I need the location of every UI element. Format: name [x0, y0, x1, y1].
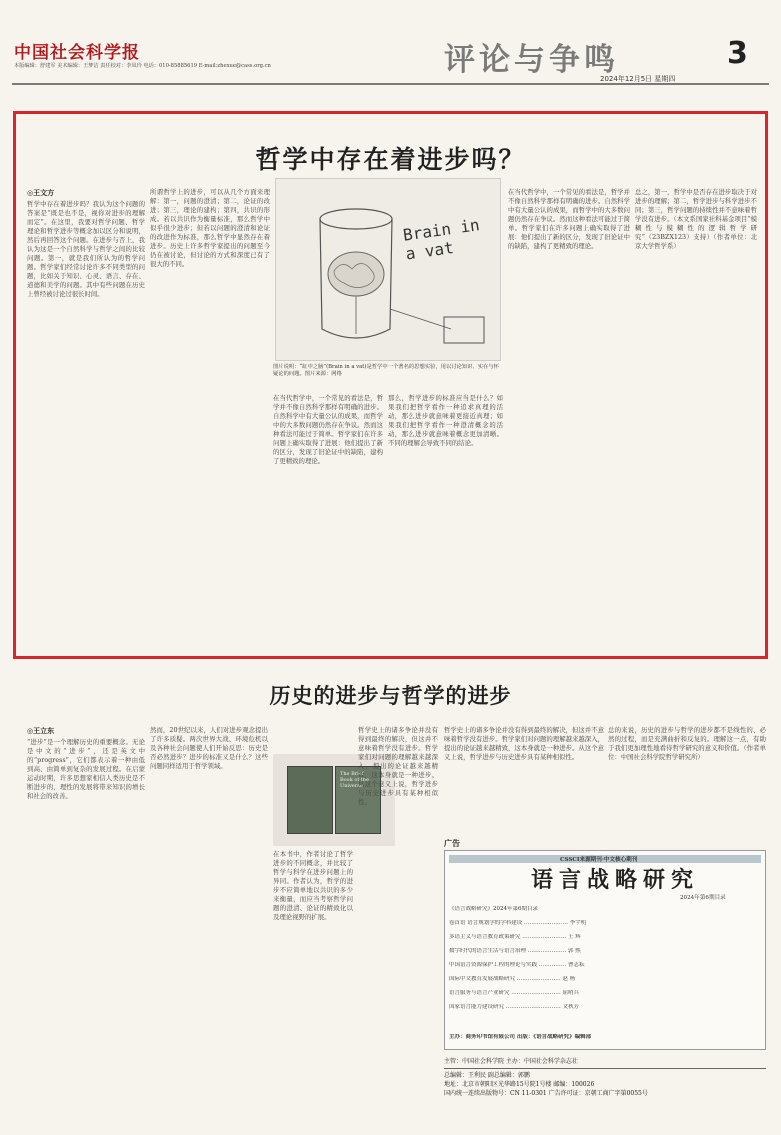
colophon-rule: [444, 1068, 766, 1069]
ad-issue: 2024年第6期目录: [680, 895, 726, 901]
book-cover-left: [287, 766, 333, 834]
second-column-2: 然而，20世纪以来，人们对进步观念提出了许多质疑。两次世界大战、环境危机以及各种社会问题使人们开始反思：历史是否必然进步？进步的标准又是什么？这些问题同样适用于哲学领域。: [150, 726, 268, 770]
brain-in-vat-illustration: [275, 178, 501, 361]
section-title: 评论与争鸣: [444, 42, 619, 78]
illustration-caption: 图片说明：“缸中之脑”(Brain in a vat)是哲学中一个著名的思想实验，用以讨论知识、实在与怀疑论的问题。图片来源：网络: [273, 364, 499, 378]
feature-byline: ◎王文方: [27, 188, 55, 197]
issue-date: 2024年12月5日 星期四: [600, 75, 676, 83]
second-column-3: 在本书中，作者讨论了哲学进步的不同概念，并比较了哲学与科学在进步问题上的异同。作者认为，哲学的进步不应简单地以共识的多少来衡量，而应当考察哲学问题的澄清、论证的精致化以及理论视野的扩展。: [273, 850, 353, 921]
second-column-6: 总的来说，历史的进步与哲学的进步都不是线性的、必然的过程，而是充满曲折和反复的。理解这一点，有助于我们更加理性地看待哲学研究的意义和价值。（作者单位：中国社会科学院哲学研究所）: [608, 726, 766, 761]
ad-row: 语言服务与语言产业研究 ……………………… 屈哨兵: [449, 990, 579, 996]
feature-column-2: 所谓哲学上的进步，可以从几个方面来理解：第一，问题的澄清；第二，论证的改进；第三，理论的建构；第四，共识的形成。若以共识作为衡量标准，那么哲学中似乎很少进步；但若以问题的澄清和论证的改进作为标准，那么哲学中显然存在着进步。历史上许多哲学家提出的问题至今仍在被讨论，但讨论的方式和深度已有了很大的不同。: [150, 188, 270, 268]
ad-row: 国际中文教育发展战略研究 …………………… 赵 杨: [449, 976, 576, 982]
second-article-title: 历史的进步与哲学的进步: [269, 683, 512, 708]
ad-row: 多语主义与语言教育政策研究 …………………… 王 辉: [449, 934, 581, 940]
feature-column-6: 总之，第一，哲学中是否存在进步取决于对进步的理解；第二，哲学进步与科学进步不同；第三，哲学问题的持续性并不意味着哲学没有进步。（本文系国家社科基金项目“模糊性与模糊性的逻辑哲学研究”（23BZX123）支持）（作者单位：北京大学哲学系）: [635, 188, 757, 250]
ad-row: 主办：商务印书馆有限公司 出版：《语言战略研究》编辑部: [449, 1034, 592, 1040]
ad-label: 广告: [444, 838, 460, 848]
colophon-line: 国内统一连续出版物号：CN 11-0301 广告许可证：京朝工商广字第0055号: [444, 1090, 648, 1097]
brain-jar-drawing-icon: [276, 179, 500, 360]
feature-column-3: 在当代哲学中，一个常见的看法是，哲学并不像自然科学那样有明确的进步。自然科学中有大量公认的成果，而哲学中的大多数问题仍然存在争议。然而这种看法可能过于简单。哲学家们在许多问题上确实取得了进展：他们提出了新的区分，发现了旧论证中的缺陷，建构了更精致的理论。: [273, 394, 383, 465]
colophon: [444, 1057, 766, 1129]
colophon-line: 主管：中国社会科学院 主办：中国社会科学杂志社: [444, 1058, 578, 1065]
masthead-logo: 中国社会科学报: [14, 43, 140, 63]
ad-org: CSSCI来源期刊·中文核心期刊: [560, 857, 638, 863]
colophon-line: 总编辑：王利民 副总编辑：郭鹏: [444, 1072, 530, 1079]
feature-column-5: 在当代哲学中，一个常见的看法是，哲学并不像自然科学那样有明确的进步。自然科学中有大量公认的成果，而哲学中的大多数问题仍然存在争议。然而这种看法可能过于简单。哲学家们在许多问题上确实取得了进展：他们提出了新的区分，发现了旧论证中的缺陷，建构了更精致的理论。: [508, 188, 630, 250]
illustration-handwritten-label: Brain in a vat: [401, 215, 481, 264]
ad-journal-title: 语言战略研究: [530, 867, 699, 893]
feature-column-4: 那么，哲学进步的标准应当是什么？如果我们把哲学看作一种追求真理的活动，那么进步就意味着更接近真理；如果我们把哲学看作一种澄清概念的活动，那么进步就意味着概念更加清晰。不同的理解会导致不同的结论。: [388, 394, 503, 447]
second-column-5: 哲学史上的诸多争论并没有得到最终的解决，但这并不意味着哲学没有进步。哲学家们对问题的理解越来越深入，提出的论证越来越精致，这本身就是一种进步。从这个意义上说，哲学进步与历史进步具有某种相似性。: [444, 726, 604, 761]
colophon-line: 地址：北京市朝阳区光华路15号院1号楼 邮编：100026: [444, 1081, 595, 1088]
ad-row: 数字时代的语言生活与语言治理 ………………… 郭 熙: [449, 948, 581, 954]
header-rule: [12, 83, 769, 85]
ad-row: 国家语言能力建设研究 ………………………… 文秋芳: [449, 1004, 579, 1010]
page-number: 3: [727, 36, 748, 71]
ad-row: 中国语言资源保护工程的理论与实践 …………… 曹志耘: [449, 962, 585, 968]
second-byline: ◎王立东: [27, 726, 55, 735]
ad-row: 《语言战略研究》2024年第6期目录: [449, 906, 538, 912]
feature-article-title: 哲学中存在着进步吗？: [255, 145, 526, 174]
masthead-info: 本版编辑：舒建军 美术编辑：王梦洁 责任校对：李凤玲 电话：010-85885619 E-mail:zhexue@cass.org.cn: [14, 63, 271, 69]
feature-column-1: 哲学中存在着进步吗？我认为这个问题的答案是“既是也不是，视你对进步的理解而定”。在这里，我要对哲学问题、哲学理论和哲学进步等概念加以区分和说明，然后再回答这个问题。在进步与否上，我认为这是一个自然科学与哲学之间的比较问题。第一，就是我们所认为的哲学问题。哲学家们经常讨论许多不同类型的问题，比如关于知识、心灵、语言、存在、道德和美学的问题。其中有些问题在历史上曾经被讨论过很长时间。: [27, 200, 145, 298]
book-cover-title: The Brief Book of the Universe: [340, 771, 369, 789]
second-column-1: “进步”是一个理解历史的重要概念。无论是中文的“进步”，还是英文中的“progress”，它们都表示着一种由低到高、由简单到复杂的发展过程。在启蒙运动时期，许多思想家相信人类历史是不断进步的，理性的发展将带来知识的增长和社会的改善。: [27, 738, 145, 800]
second-column-4: 哲学史上的诸多争论并没有得到最终的解决，但这并不意味着哲学没有进步。哲学家们对问题的理解越来越深入，提出的论证越来越精致，这本身就是一种进步。从这个意义上说，哲学进步与历史进步具有某种相似性。: [358, 726, 438, 806]
ad-row: 卷首语 语言规划学的学科建设 …………………… 李宇明: [449, 920, 587, 926]
